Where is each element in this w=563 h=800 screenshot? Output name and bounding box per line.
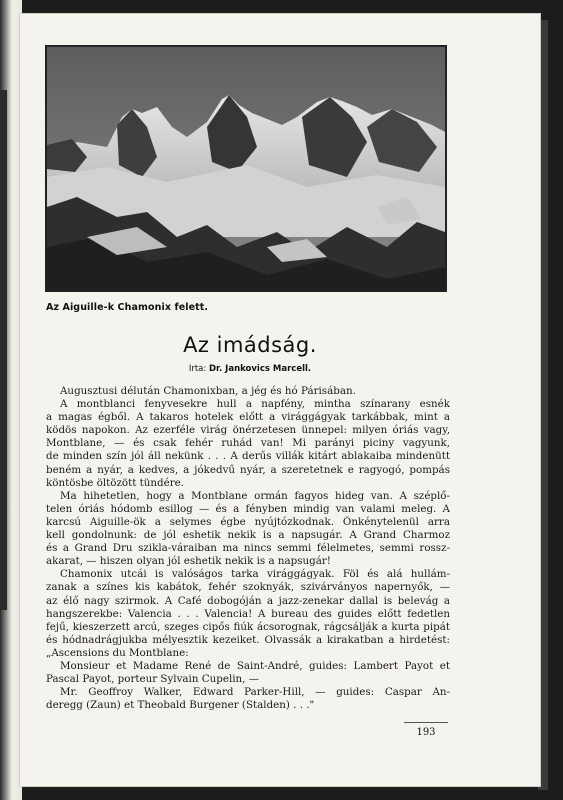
body-line: zanak a színes kis kabátok, fehér szoknyák, szivárványos napernyők, — (46, 581, 450, 594)
body-line: A montblanci fenyvesekre hull a napfény, mintha színarany esnék (60, 398, 450, 411)
body-line: és hódnadrágjukba mélyesztik kezeiket. Olvassák a kirakatban a hirdetést: (46, 633, 450, 646)
body-line: Chamonix utcái is valóságos tarka virággágyak. Föl és alá hullám- (60, 568, 450, 581)
author-name: Dr. Jankovics Marcell. (208, 364, 312, 374)
body-line: de minden szín jól áll nekünk . . . A derűs villák kitárt ablakaiba mindenütt (46, 450, 450, 463)
article-author (60, 364, 440, 374)
body-line: a magas égből. A takaros hotelek előtt a virággágyak tarkábbak, mint a (46, 411, 450, 424)
body-line: Pascal Payot, porteur Sylvain Cupelin, — (46, 673, 260, 686)
body-line: Augusztusi délután Chamonixban, a jég és hó Párisában. (60, 385, 356, 397)
left-page-edge (0, 90, 7, 610)
body-line: ködös napokon. Az ezerféle virág önérzetesen ünnepel: milyen óriás vagy, (46, 424, 450, 437)
body-line: Mr. Geoffroy Walker, Edward Parker-Hill, — guides: Caspar An- (60, 686, 450, 699)
body-line: karcsú Aiguille-ök a selymes égbe nyújtózkodnak. Önkénytelenül arra (46, 515, 450, 528)
body-line: telen óriás hódomb esillog — és a fényben mindig van valami meleg. A (46, 502, 450, 515)
body-line: és a Grand Dru szikla-váraiban ma nincs semmi félelmetes, semmi rossz- (46, 542, 450, 555)
page-number: 193 (404, 722, 448, 738)
photo-caption: Az Aiguille-k Chamonix felett. (46, 302, 209, 313)
body-line: hangszerekbe: Valencia . . . Valencia! A bureau des guides előtt fedetlen (46, 607, 450, 620)
body-line: fejű, kieszerzett arcú, szeges cipős fiúk ácsorognak, rágcsálják a kurta pipát (46, 620, 450, 633)
mountain-photograph (45, 45, 447, 292)
body-line: akarat, — hiszen olyan jól eshetik nekik is a napsugár! (46, 555, 331, 568)
body-line: „Ascensions du Montblane: (46, 646, 189, 659)
body-line: köntösbe öltözött tündére. (46, 476, 185, 489)
body-line: az élő nagy szirmok. A Café dobogóján a jazz-zenekar dallal is belevág a (46, 594, 450, 607)
aiguilles-mountain-image (47, 47, 445, 290)
body-line: deregg (Zaun) et Theobald Burgener (Stalden) . . ." (46, 699, 315, 712)
body-line: Ma hihetetlen, hogy a Montblane ormán fagyos hideg van. A széplő- (60, 489, 450, 502)
body-line: Montblane, — és csak fehér ruhád van! Mi parányi piciny vagyunk, (46, 437, 450, 450)
body-line: beném a nyár, a kedves, a jókedvű nyár, a szeretetnek e ragyogó, pompás (46, 463, 450, 476)
author-prefix: Irta: (188, 364, 207, 374)
article-body (46, 385, 450, 712)
body-line: kell gondolnunk: de jól eshetik nekik is a napsugár. A Grand Charmoz (46, 529, 450, 542)
body-line: Monsieur et Madame René de Saint-André, guides: Lambert Payot et (60, 659, 450, 672)
article-title: Az imádság. (183, 333, 317, 357)
